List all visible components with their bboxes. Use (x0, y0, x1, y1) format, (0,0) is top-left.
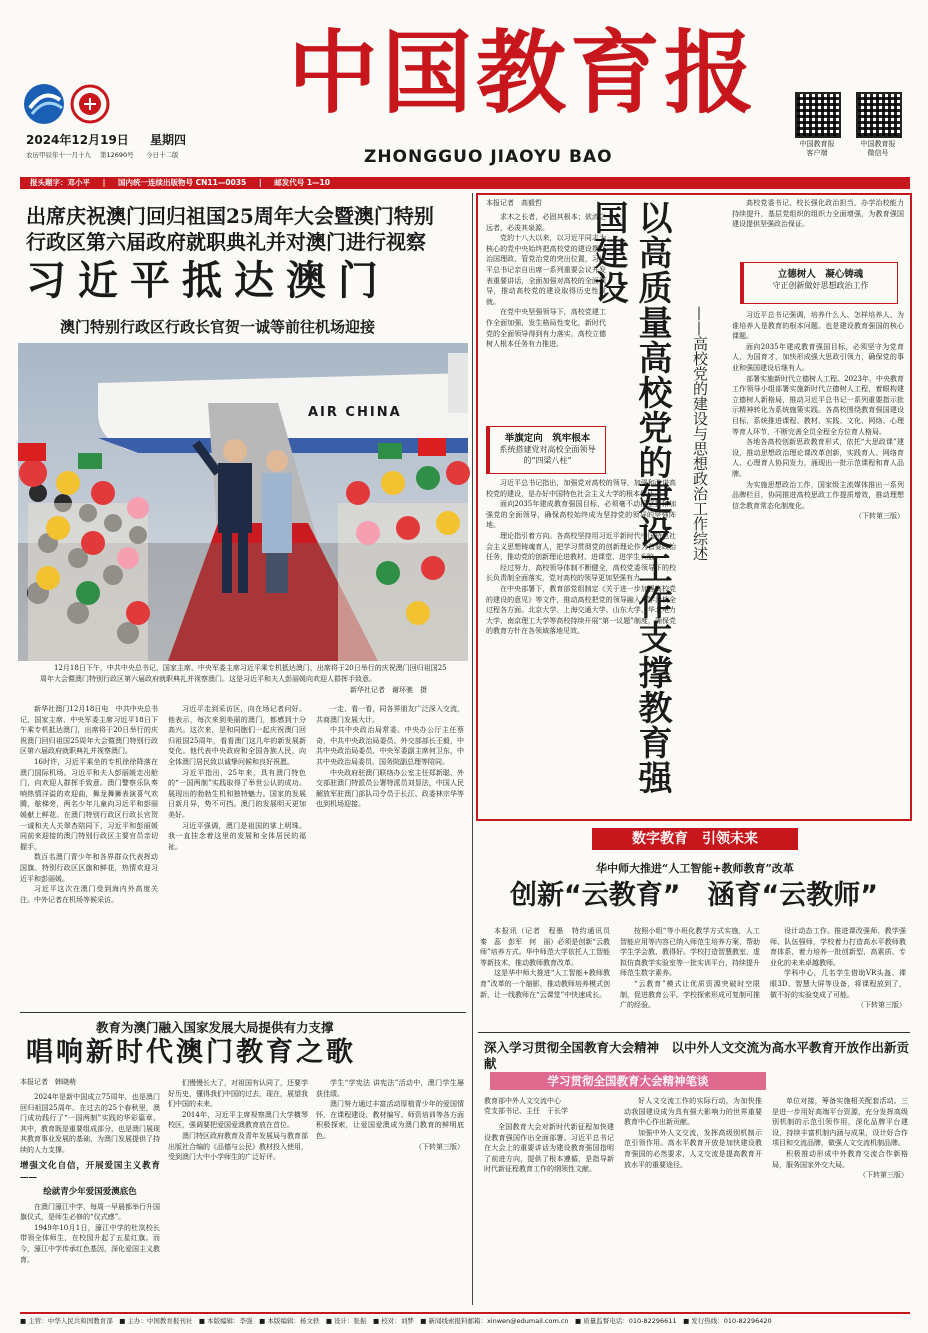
party-section-box-2 (740, 262, 898, 304)
issue-date: 2024年12月19日 (26, 133, 129, 147)
intl-paragraph: 单位对接，筹备实施相关配套活动。三是进一步用好高端平台资源，充分发挥高级别机制的示范引领作用，深化品牌平台建设，持续丰富机制内涵与成果，设计好合作项目和交流品牌，做强人文交流机制品牌。 (772, 1097, 908, 1148)
cn-number: 国内统一连续出版物号 CN11—0035 (118, 178, 247, 187)
party-paragraph: 经过努力，高校领导体制不断健全，高校党委领导下的校长负责制全面落实，党对高校的领导更加坚强有力。 (486, 563, 676, 583)
lead-subtitle: 澳门特别行政区行政长官贺一诚等前往机场迎接 (60, 318, 376, 336)
party-paragraph: 在党中央坚强领导下，高校党建工作全面加强，发生格局性变化，新时代党的全面领导得到有力落实，高校立德树人根本任务有力推进。 (486, 308, 606, 349)
info-bar: 报头题字：邓小平 | 国内统一连续出版物号 CN11—0035 | 邮发代号 1—10 (20, 177, 910, 189)
digital-title: 创新“云教育” 涵育“云教师” (510, 880, 878, 911)
qr-label-wechat: 中国教育报 微信号 (860, 140, 896, 157)
lead-headline-1: 出席庆祝澳门回归祖国25周年大会暨澳门特别 (26, 204, 434, 228)
masthead (0, 0, 928, 176)
digital-col-2 (620, 926, 760, 1026)
digital-paragraph: 学科中心，几名学生借助VR头盔、裸眼3D、智慧大屏等设备，将课程放到了，做不好的实验变成了可能。 (770, 969, 906, 999)
macau-col-3 (316, 1078, 464, 1306)
party-paragraph: 理论指引着方向。各高校坚持用习近平新时代中国特色社会主义思想铸魂育人，把学习贯彻党的创新理论作为首要政治任务，推动党的创新理论进教材、进课堂、进学生头脑。 (486, 531, 676, 562)
qr-code-wechat-icon (856, 92, 902, 138)
party-paragraph: 在中央部署下，教育部党组制定《关于进一步加强高校党的建设的意见》等文件，推动高校把党的领导融入办学治校全过程各方面。北京大学、上海交通大学、山东大学、华北电力大学、南京理工大学等高校持续开展“第一议题”制度，确保党的教育方针在各领域落地见效。 (486, 584, 676, 636)
photo-credit: 新华社记者 谢环驰 摄 (350, 686, 427, 694)
lead-paragraph: 数百名澳门青少年和各界群众代表挥动国旗、特别行政区区旗和鲜花，热情欢迎习近平和彭丽媛。 (20, 853, 158, 883)
macau-title: 唱响新时代澳门教育之歌 (26, 1037, 356, 1068)
intl-title: 深入学习贯彻全国教育大会精神 以中外人文交流为高水平教育开放作出新贡献 (484, 1040, 910, 1071)
macau-paragraph: 们慢慢长大了，对祖国有认同了，还要学好历史，懂得我们中国的过去，现在，展望我们中国的未来。 (168, 1079, 308, 1109)
macau-paragraph: 2024年是新中国成立75周年，也是澳门回归祖国25周年。在过去的25个春秋里，澳门成功践行了“一国两制”实践的华彩篇章。其中，教育既是重要组成部分，也是澳门展现其教育事业发展的基础，为澳门发展提供了持续的人力支撑。 (20, 1093, 160, 1154)
party-paragraph: 党的十八大以来，以习近平同志为核心的党中央始终把高校党的建设摆在治国理政、管党治党的突出位置，习近平总书记亲自出席一系列重要会议并发表重要讲话，全面加强对高校的全面领导，推动高校党的建设取得历史性成就。 (486, 234, 606, 306)
lead-paragraph: 16时许，习近平乘坐的专机徐徐降落在澳门国际机场。习近平和夫人彭丽媛走出舱门，向欢迎人群挥手致意。澳门警察乐队奏响热情洋溢的欢迎曲，舞龙舞狮表演喜气欢腾，舷梯旁，两名少年儿童向习近平和彭丽媛献上鲜花。在澳门特别行政区行政长官贺一诚和夫人关翠杏陪同下，习近平和彭丽媛同前来迎接的澳门特别行政区主要官员亲切握手。 (20, 757, 158, 851)
intl-paragraph: 好人文交流工作的实际行动，为加快推动我国建设成为具有强大影响力的世界重要教育中心作出新贡献。 (624, 1097, 762, 1127)
lead-paragraph: 新华社澳门12月18日电 中共中央总书记、国家主席、中央军委主席习近平18日下午乘专机抵达澳门，出席将于20日举行的庆祝澳门回归祖国25周年大会暨澳门特别行政区第六届政府就职典礼并视察澳门。 (20, 705, 158, 756)
party-paragraph: 各地各高校创新思政教育形式，依托“大思政课”建设，推动思想政治理论课改革创新，实践育人、网络育人、心理育人协同发力，涌现出一批示范课程和育人品牌。 (732, 438, 904, 478)
divider (20, 1012, 466, 1013)
digital-paragraph: 按照小组“等小班化教学方式实施，人工智能应用等内容已纳入师范生培养方案，帮助学生学会教、教得好。学校打造智慧教室、虚拟仿真教学实验室等一批实训平台，持续提升师范生数字素养。 (620, 927, 760, 978)
macau-subhead-2: 绘就青少年爱国爱澳底色 (43, 1186, 137, 1197)
digital-col-1 (480, 926, 617, 1026)
page-count: 今日十二版 (146, 151, 179, 159)
party-subtitle: ——高校党的建设与思想政治工作综述 (691, 306, 709, 561)
macau-col-1 (20, 1092, 160, 1306)
party-col-3b (732, 310, 904, 814)
digital-paragraph: 这是华中师大推进“人工智能+教师教育”改革的一个缩影，推动教师培养模式创新，让一线教师在“云课堂”中快速成长。 (480, 969, 610, 999)
lead-paragraph: 习近平走到采访区，向在场记者问好。他表示，每次来到美丽的澳门，都感到十分高兴。这次来，是和同胞们一起庆祝澳门回归祖国25周年，看看澳门这几年的新发展新变化。他代表中央政府和全国各族人民，向全体澳门居民致以诚挚问候和良好祝愿。 (168, 705, 306, 766)
lead-paragraph: 习近平指出，25年来，具有澳门特色的“一国两制”实践取得了举世公认的成功。展现出的勃勃生机和独特魅力。国家的发展日新月异，势不可挡。澳门的发展明天更加美好。 (168, 768, 306, 819)
lead-paragraph: 习近平这次在澳门受到海内外高度关注。中外记者在机场等候采访。 (20, 885, 158, 904)
macau-paragraph: 1949年10月1日，濠江中学的杜岚校长带领全体师生，在校园升起了五星红旗。而今，濠江中学传承红色基因，深化爱国主义教育。 (20, 1223, 160, 1264)
digital-kicker: 华中师大推进“人工智能+教师教育”改革 (596, 862, 794, 875)
digital-continued: （下转第三版） (857, 1001, 906, 1010)
macau-paragraph: 澳门努力通过丰富活动厚植青少年的爱国情怀，在课程建设、教材编写、师资培训等各方面积极探索，让爱国爱澳成为澳门教育的鲜明底色。 (316, 1100, 464, 1140)
macau-paragraph: 学生“学宪法 讲宪法”活动中，澳门学生屡获佳绩。 (316, 1079, 464, 1098)
plane-livery-text: AIR CHINA (308, 405, 402, 420)
party-paragraph: 求木之长者，必固其根本；欲流之远者，必浚其泉源。 (486, 213, 606, 232)
masthead-title: 中国教育报 (288, 20, 758, 126)
lead-paragraph: 习近平强调，澳门是祖国的掌上明珠。我一直挂念着这里的发展和全体居民的福祉。 (168, 821, 306, 851)
party-paragraph: 为实施思想政治工作，国家级主流媒体推出一系列品牌栏目，协同推进高校思政工作提质增效，推动理想信念教育常态化制度化。 (732, 480, 904, 510)
lead-body-col-3 (316, 704, 464, 1006)
macau-continued: （下转第三版） (415, 1142, 464, 1151)
party-paragraph: 习近平总书记指出，加强党对高校的领导，加强和改进高校党的建设，是办好中国特色社会主义大学的根本保证。 (486, 479, 676, 498)
intl-paragraph: 加强中外人文交流，发挥高级别机制示范引领作用。高水平教育开放是加快建设教育强国的必然要求，人文交流是提高教育开放水平的重要途径。 (624, 1128, 762, 1169)
macau-kicker: 教育为澳门融入国家发展大局提供有力支撑 (96, 1020, 334, 1035)
footer-info: ■ 主管：中华人民共和国教育部 ■ 主办：中国教育报刊社 ■ 本版编辑：李强 ■ 本版编辑：杨文轶 ■ 设计：张振 ■ 校对：刘梦 ■ 新闻线索报料邮箱：xinwen@edumail.com.cn ■ 质量监督电话：010-82296611 ■ 发行热线：010-82296420 (20, 1317, 772, 1325)
party-paragraph: 部署实施新时代立德树人工程。2023年，中央教育工作领导小组部署实施新时代立德树人工程，着眼构建立德树人新格局，推动习近平总书记一系列重要指示批示精神转化为系统施策实践。各高校围绕教育强国建设目标，系统推进课程、教材、实践、文化、网络、心理等育人环节，不断完善全员全程全方位育人格局。 (732, 374, 904, 436)
party-section-2-subtitle: 守正创新做好思想政治工作 (772, 281, 869, 290)
macau-paragraph: 在澳门濠江中学，每周一早晨都举行升国旗仪式，是师生必修的“仪式感”。 (20, 1202, 160, 1222)
macau-subhead-1: 增强文化自信，开展爱国主义教育—— (20, 1160, 160, 1183)
lead-paragraph: 一走、看一看，同各界朋友广泛深入交流，共商澳门发展大计。 (316, 705, 464, 724)
party-section-1-subtitle: 系统搭建党对高校全面领导的“四梁八柱” (499, 445, 596, 465)
party-paragraph: 习近平总书记强调，培养什么人、怎样培养人、为谁培养人是教育的根本问题。也是建设教育强国的核心课题。 (732, 311, 904, 341)
digital-paragraph: 设计动态工作。推进课改强师、教学强师、队伍强师，学校着力打造高水平教师教育体系，着力培养一批创新型、高素质、专业化的未来卓越教师。 (770, 927, 906, 967)
macau-paragraph: 2014年，习近平主席视察澳门大学横琴校区，强调要把爱国爱澳教育放在首位。 (168, 1110, 308, 1130)
party-section-box-1 (486, 426, 606, 474)
macau-byline: 本报记者 韩晓萌 (20, 1078, 76, 1086)
divider (478, 1032, 910, 1033)
lead-headline-2: 行政区第六届政府就职典礼并对澳门进行视察 (26, 230, 426, 254)
digital-banner: 数字教育 引领未来 (592, 828, 798, 850)
masthead-pinyin: ZHONGGUO JIAOYU BAO (364, 147, 613, 167)
intl-col-1 (484, 1122, 614, 1308)
digital-paragraph: 本报讯（记者 程墨 特约通讯员 秦 蕊 彭军 何 丽）必须是创新“云教师”培养方式。华中师范大学依托人工智能等新技术，推动教师教育改革。 (480, 927, 617, 967)
newspaper-logo-icon (22, 82, 120, 126)
qr-code-app-icon (795, 92, 841, 138)
photo-caption: 12月18日下午，中共中央总书记、国家主席、中央军委主席习近平乘专机抵达澳门，出席将于20日举行的庆祝澳门回归祖国25周年大会暨澳门特别行政区第六届政府就职典礼并视察澳门。这是习近平和夫人彭丽媛向欢迎人群挥手致意。 (40, 664, 447, 683)
qr-label-app: 中国教育报 客户端 (799, 140, 835, 157)
party-title: 以高质量高校党的建设工作支撑教育强国建设 (588, 200, 672, 795)
macau-paragraph: 澳门特区政府教育及青年发展局与教育部出版社合编的《品德与公民》教材投入使用，受到澳门大中小学师生的广泛好评。 (168, 1131, 308, 1162)
lead-paragraph: 中央政府驻澳门联络办公室主任郑新聪，外交部驻澳门特派员公署特派员刘显法，中国人民解放军驻澳门部队司令员于长江、政委林宗华等也到机场迎接。 (316, 768, 464, 809)
intl-banner: 学习贯彻全国教育大会精神笔谈 (490, 1072, 766, 1090)
lead-body-col-1 (20, 704, 158, 1006)
intl-col-2 (624, 1096, 762, 1308)
party-paragraph: 面向2035年建成教育强国目标，必须坚守为党育人、为国育才，加快形成强大思政引领力，确保党的事业和强国建设后继有人。 (732, 342, 904, 372)
party-col-3 (732, 198, 904, 258)
party-paragraph: 高校党委书记、校长强化政治担当，办学治校能力持续提升，基层党组织的组织力全面增强，为教育强国建设提供坚强政治保证。 (732, 199, 904, 229)
lead-paragraph: 中共中央政治局常委、中央办公厅主任蔡奇，中共中央政治局委员、外交部部长王毅，中共中央政治局委员、中央军委副主席何卫东，中共中央政治局委员、国务院副总理等陪同。 (316, 726, 464, 766)
inscription-credit: 报头题字：邓小平 (30, 178, 90, 187)
column-rule (472, 193, 473, 1305)
digital-col-3 (770, 926, 906, 1026)
party-section-1-title: 举旗定向 筑牢根本 (504, 433, 591, 444)
lunar-date: 农历甲辰年十一月十九 (26, 151, 91, 159)
intl-paragraph: 积极推动形成中外教育交流合作新格局，服务国家外交大局。 (772, 1149, 908, 1169)
party-section-2-title: 立德树人 凝心铸魂 (777, 269, 864, 280)
lead-title: 习近平抵达澳门 (26, 258, 390, 304)
lead-photo (18, 343, 468, 661)
issue-weekday: 星期四 (150, 133, 187, 147)
party-paragraph: 面向2035年建成教育强国目标，必须毫不动摇坚持和加强党的全面领导，确保高校始终成为坚持党的领导的坚强阵地。 (486, 500, 676, 530)
intl-paragraph: 全国教育大会对新时代新征程加快建设教育强国作出全面部署。习近平总书记在大会上的重要讲话为建设教育强国指明了前进方向，提供了根本遵循，是指导新时代新征程教育工作的纲领性文献。 (484, 1123, 614, 1174)
intl-author: 教育部中外人文交流中心 党支部书记、主任 于长学 (484, 1097, 568, 1115)
digital-paragraph: “云教育”模式让优质资源突破时空限制，促进教育公平。学校探索形成可复制可推广的经验。 (620, 979, 760, 1010)
party-byline: 本报记者 高毅哲 (486, 199, 542, 207)
footer-rule (20, 1312, 910, 1314)
macau-col-2 (168, 1078, 308, 1306)
party-continued: （下转第三版） (855, 512, 904, 521)
issue-number: 第12690号 (100, 151, 134, 159)
intl-col-3 (772, 1096, 908, 1308)
intl-continued: （下转第三版） (859, 1171, 908, 1180)
lead-body-col-2 (168, 704, 306, 1006)
post-code: 邮发代号 1—10 (274, 178, 330, 187)
